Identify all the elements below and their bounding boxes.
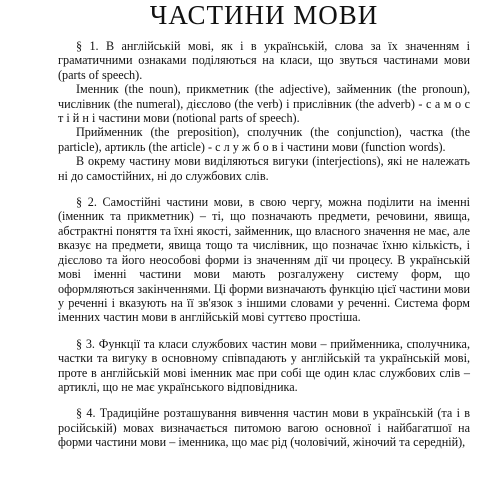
section-4-paragraph-1: § 4. Традиційне розташування вивчення частин мови в українській (та і в російській) мовах визначається питомою вагою основної і найбагатшої на форми частини мови – іменника, що має рід (чоловічий, жіночий та середній), xyxy=(58,406,470,450)
section-4 xyxy=(58,406,470,449)
page-title: ЧАСТИНИ МОВИ xyxy=(149,0,379,30)
section-1-paragraph-4: В окрему частину мови виділяються вигуки (interjections), які не належать ні до самостійних, ні до службових слів. xyxy=(58,154,470,183)
section-1-paragraph-3: Прийменник (the preposition), сполучник (the conjunction), частка (the particle), артикль (the article) - с л у ж б о в і частини мови (function words). xyxy=(58,125,470,154)
section-1-paragraph-2: Іменник (the noun), прикметник (the adjective), займенник (the pronoun), числівник (the numeral), дієслово (the verb) і прислівник (the adverb) - с а м о с т і й н і частини мови (notional parts of speech). xyxy=(58,82,470,126)
section-1 xyxy=(58,39,470,183)
section-2-paragraph-1: § 2. Самостійні частини мови, в свою чергу, можна поділити на іменні (іменник та прикметник) – ті, що позначають предмети, речовини, явища, абстрактні поняття та їхні якості, займенник, що власного значення не має, але вказує на предмети, явища тощо та числівник, що позначає їхню кількість, і дієслово та його неособові форми із значенням дії чи процесу. В українській мові іменні частини мови мають розгалужену систему форм, що оформляються закінченнями. Ці форми визначають функцію цієї частини мови у реченні і вказують на її зв'язок з іншими словами у реченні. Система форм іменних частин мови в англійській мові суттєво простіша. xyxy=(58,195,470,325)
section-3-paragraph-1: § 3. Функції та класи службових частин мови – прийменника, сполучника, частки та вигуку в основному співпадають у англійській та українській мові, проте в англійській мові іменник має при собі ще один клас службових слів – артиклі, що не має українського відповідника. xyxy=(58,336,470,394)
section-2 xyxy=(58,195,470,325)
section-3 xyxy=(58,337,470,395)
section-1-paragraph-1: § 1. В англійській мові, як і в українській, слова за їх значенням і граматичними ознаками поділяються на класи, що звуться частинами мови (parts of speech). xyxy=(58,39,470,82)
